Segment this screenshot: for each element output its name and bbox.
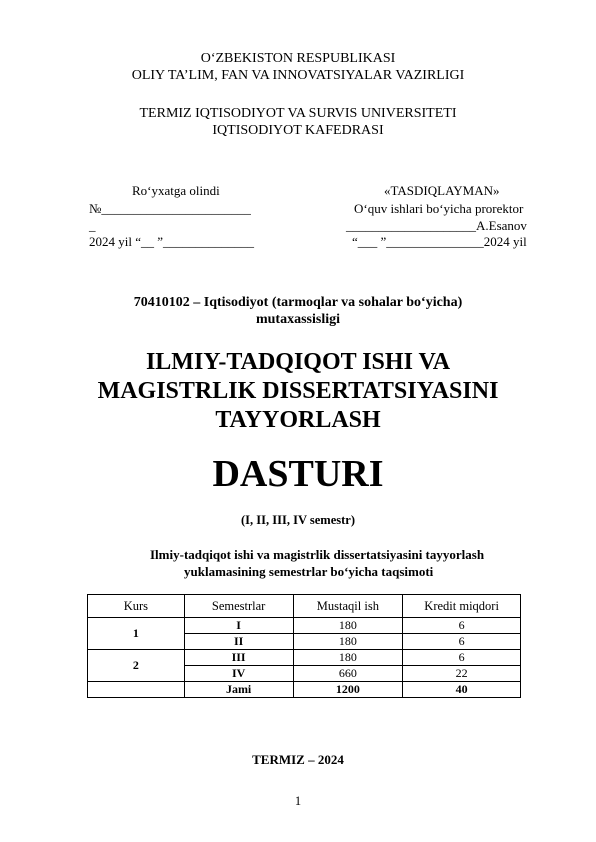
registration-number: №_______________________ (89, 201, 251, 216)
semester-range: (I, II, III, IV semestr) (240, 513, 355, 527)
column-header: Semestrlar (184, 595, 293, 618)
distribution-table (87, 594, 521, 698)
title-line-3: TAYYORLASH (215, 407, 381, 433)
ministry-name: OLIY TA’LIM, FAN VA INNOVATSIYALAR VAZIRLIGI (131, 68, 465, 83)
semester-cell: II (184, 634, 293, 650)
table-header-row (88, 595, 521, 618)
specialty-suffix: mutaxassisligi (255, 312, 340, 327)
total-credit: 40 (403, 682, 521, 698)
table-caption-line-2: yuklamasining semestrlar bo‘yicha taqsimoti (184, 564, 434, 579)
approval-label: «TASDIQLAYMAN» (384, 183, 500, 198)
department-name: IQTISODIYOT KAFEDRASI (212, 123, 384, 138)
page-number: 1 (294, 794, 302, 808)
semester-cell: IV (184, 666, 293, 682)
credit-cell: 6 (403, 650, 521, 666)
specialty-code: 70410102 – Iqtisodiyot (tarmoqlar va sohalar bo‘yicha) (133, 295, 463, 310)
table-caption-line-1: Ilmiy-tadqiqot ishi va magistrlik dissertatsiyasini tayyorlash (150, 547, 485, 562)
independent-work-cell: 660 (293, 666, 403, 682)
university-name: TERMIZ IQTISODIYOT VA SURVIS UNIVERSITETI (139, 106, 457, 121)
approver-signature: ____________________A.Esanov (346, 218, 527, 233)
independent-work-cell: 180 (293, 650, 403, 666)
title-line-1: ILMIY-TADQIQOT ISHI VA (145, 349, 451, 375)
registered-label: Ro‘yxatga olindi (132, 183, 220, 198)
approval-date: “___ ”_______________2024 yil (352, 234, 527, 249)
ministry-country: O‘ZBEKISTON RESPUBLIKASI (200, 51, 396, 66)
registration-blank: _ (89, 218, 96, 233)
table-row (88, 650, 521, 666)
course-cell: 2 (88, 650, 185, 682)
program-title: DASTURI (212, 453, 384, 495)
approver-position: O‘quv ishlari bo‘yicha prorektor (354, 201, 524, 216)
city-year: TERMIZ – 2024 (252, 752, 344, 767)
column-header: Kredit miqdori (403, 595, 521, 618)
registration-date: 2024 yil “__ ”______________ (89, 234, 255, 249)
total-independent-work: 1200 (293, 682, 403, 698)
credit-cell: 6 (403, 634, 521, 650)
course-cell: 1 (88, 618, 185, 650)
credit-cell: 22 (403, 666, 521, 682)
empty-cell (88, 682, 185, 698)
semester-cell: I (184, 618, 293, 634)
column-header: Kurs (88, 595, 185, 618)
total-label: Jami (184, 682, 293, 698)
independent-work-cell: 180 (293, 618, 403, 634)
table-row (88, 618, 521, 634)
column-header: Mustaqil ish (293, 595, 403, 618)
independent-work-cell: 180 (293, 634, 403, 650)
total-row (88, 682, 521, 698)
semester-cell: III (184, 650, 293, 666)
title-line-2: MAGISTRLIK DISSERTATSIYASINI (97, 378, 499, 404)
credit-cell: 6 (403, 618, 521, 634)
